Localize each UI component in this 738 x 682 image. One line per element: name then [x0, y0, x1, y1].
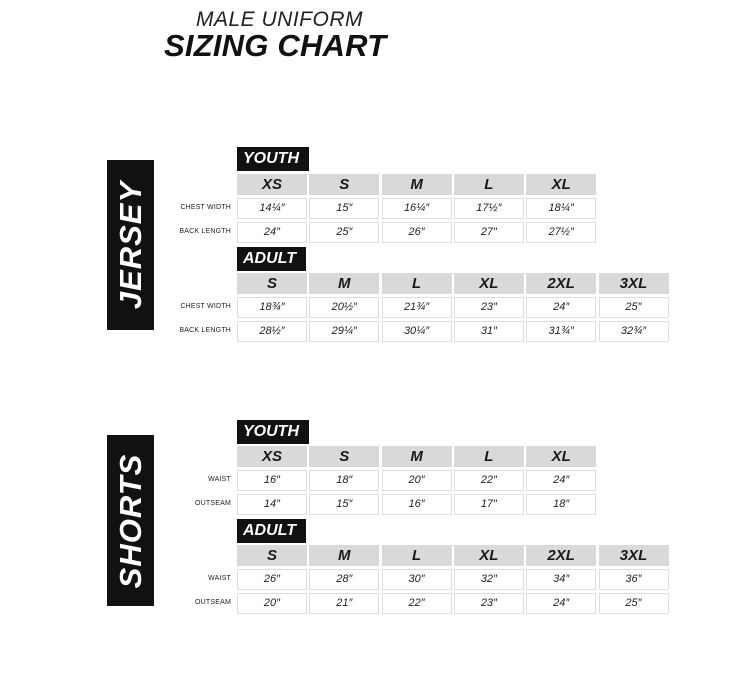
- measurement-value: 31″: [454, 321, 524, 342]
- measurement-value: 17½″: [454, 198, 524, 219]
- measurement-value: 25″: [599, 593, 669, 614]
- size-header: XL: [526, 446, 596, 467]
- size-header: M: [309, 545, 379, 566]
- measurement-value: 14¼″: [237, 198, 307, 219]
- measurement-value: 15″: [309, 198, 379, 219]
- measurement-value: 32¾″: [599, 321, 669, 342]
- measurement-value: 18¾″: [237, 297, 307, 318]
- size-header: M: [309, 273, 379, 294]
- measurement-label: WAIST: [208, 476, 231, 483]
- measurement-value: 23″: [454, 297, 524, 318]
- measurement-value: 31¾″: [526, 321, 596, 342]
- measurement-value: 21″: [309, 593, 379, 614]
- measurement-value: 18¼″: [526, 198, 596, 219]
- measurement-label: BACK LENGTH: [179, 327, 231, 334]
- size-header: L: [454, 174, 524, 195]
- measurement-value: 27½″: [526, 222, 596, 243]
- measurement-value: 16″: [237, 470, 307, 491]
- size-header: L: [454, 446, 524, 467]
- measurement-value: 20½″: [309, 297, 379, 318]
- measurement-value: 25″: [599, 297, 669, 318]
- measurement-value: 24″: [526, 593, 596, 614]
- measurement-value: 28½″: [237, 321, 307, 342]
- measurement-value: 21¾″: [382, 297, 452, 318]
- measurement-value: 22″: [454, 470, 524, 491]
- measurement-value: 24″: [237, 222, 307, 243]
- measurement-label: CHEST WIDTH: [180, 204, 231, 211]
- size-header: 2XL: [526, 545, 596, 566]
- measurement-value: 14″: [237, 494, 307, 515]
- section-title: JERSEY: [112, 180, 148, 310]
- measurement-value: 32″: [454, 569, 524, 590]
- size-header: XL: [454, 273, 524, 294]
- section-title: SHORTS: [112, 453, 148, 588]
- size-header: XL: [454, 545, 524, 566]
- measurement-value: 28″: [309, 569, 379, 590]
- size-header: 3XL: [599, 545, 669, 566]
- measurement-value: 26″: [382, 222, 452, 243]
- group-label: YOUTH: [237, 147, 309, 171]
- size-header: S: [309, 174, 379, 195]
- size-header: S: [237, 273, 307, 294]
- size-header: XL: [526, 174, 596, 195]
- measurement-value: 16¼″: [382, 198, 452, 219]
- size-header: S: [237, 545, 307, 566]
- measurement-value: 17″: [454, 494, 524, 515]
- size-header: L: [382, 273, 452, 294]
- size-header: M: [382, 174, 452, 195]
- size-header: XS: [237, 446, 307, 467]
- measurement-label: BACK LENGTH: [179, 228, 231, 235]
- measurement-value: 34″: [526, 569, 596, 590]
- measurement-label: WAIST: [208, 575, 231, 582]
- size-header: L: [382, 545, 452, 566]
- measurement-value: 20″: [237, 593, 307, 614]
- measurement-value: 36″: [599, 569, 669, 590]
- measurement-value: 15″: [309, 494, 379, 515]
- size-header: XS: [237, 174, 307, 195]
- measurement-value: 23″: [454, 593, 524, 614]
- measurement-value: 16″: [382, 494, 452, 515]
- measurement-value: 30¼″: [382, 321, 452, 342]
- measurement-label: OUTSEAM: [194, 599, 231, 606]
- group-label: YOUTH: [237, 420, 309, 444]
- measurement-value: 22″: [382, 593, 452, 614]
- measurement-value: 27″: [454, 222, 524, 243]
- measurement-label: CHEST WIDTH: [180, 303, 231, 310]
- measurement-label: OUTSEAM: [194, 500, 231, 507]
- measurement-value: 20″: [382, 470, 452, 491]
- group-label: ADULT: [237, 247, 306, 271]
- measurement-value: 24″: [526, 470, 596, 491]
- measurement-value: 18″: [309, 470, 379, 491]
- chart-subtitle: MALE UNIFORM: [196, 8, 364, 31]
- measurement-value: 24″: [526, 297, 596, 318]
- group-label: ADULT: [237, 519, 306, 543]
- size-header: S: [309, 446, 379, 467]
- size-header: 3XL: [599, 273, 669, 294]
- measurement-value: 30″: [382, 569, 452, 590]
- size-header: 2XL: [526, 273, 596, 294]
- measurement-value: 29¼″: [309, 321, 379, 342]
- measurement-value: 18″: [526, 494, 596, 515]
- size-header: M: [382, 446, 452, 467]
- measurement-value: 25″: [309, 222, 379, 243]
- measurement-value: 26″: [237, 569, 307, 590]
- chart-title: SIZING CHART: [164, 28, 387, 63]
